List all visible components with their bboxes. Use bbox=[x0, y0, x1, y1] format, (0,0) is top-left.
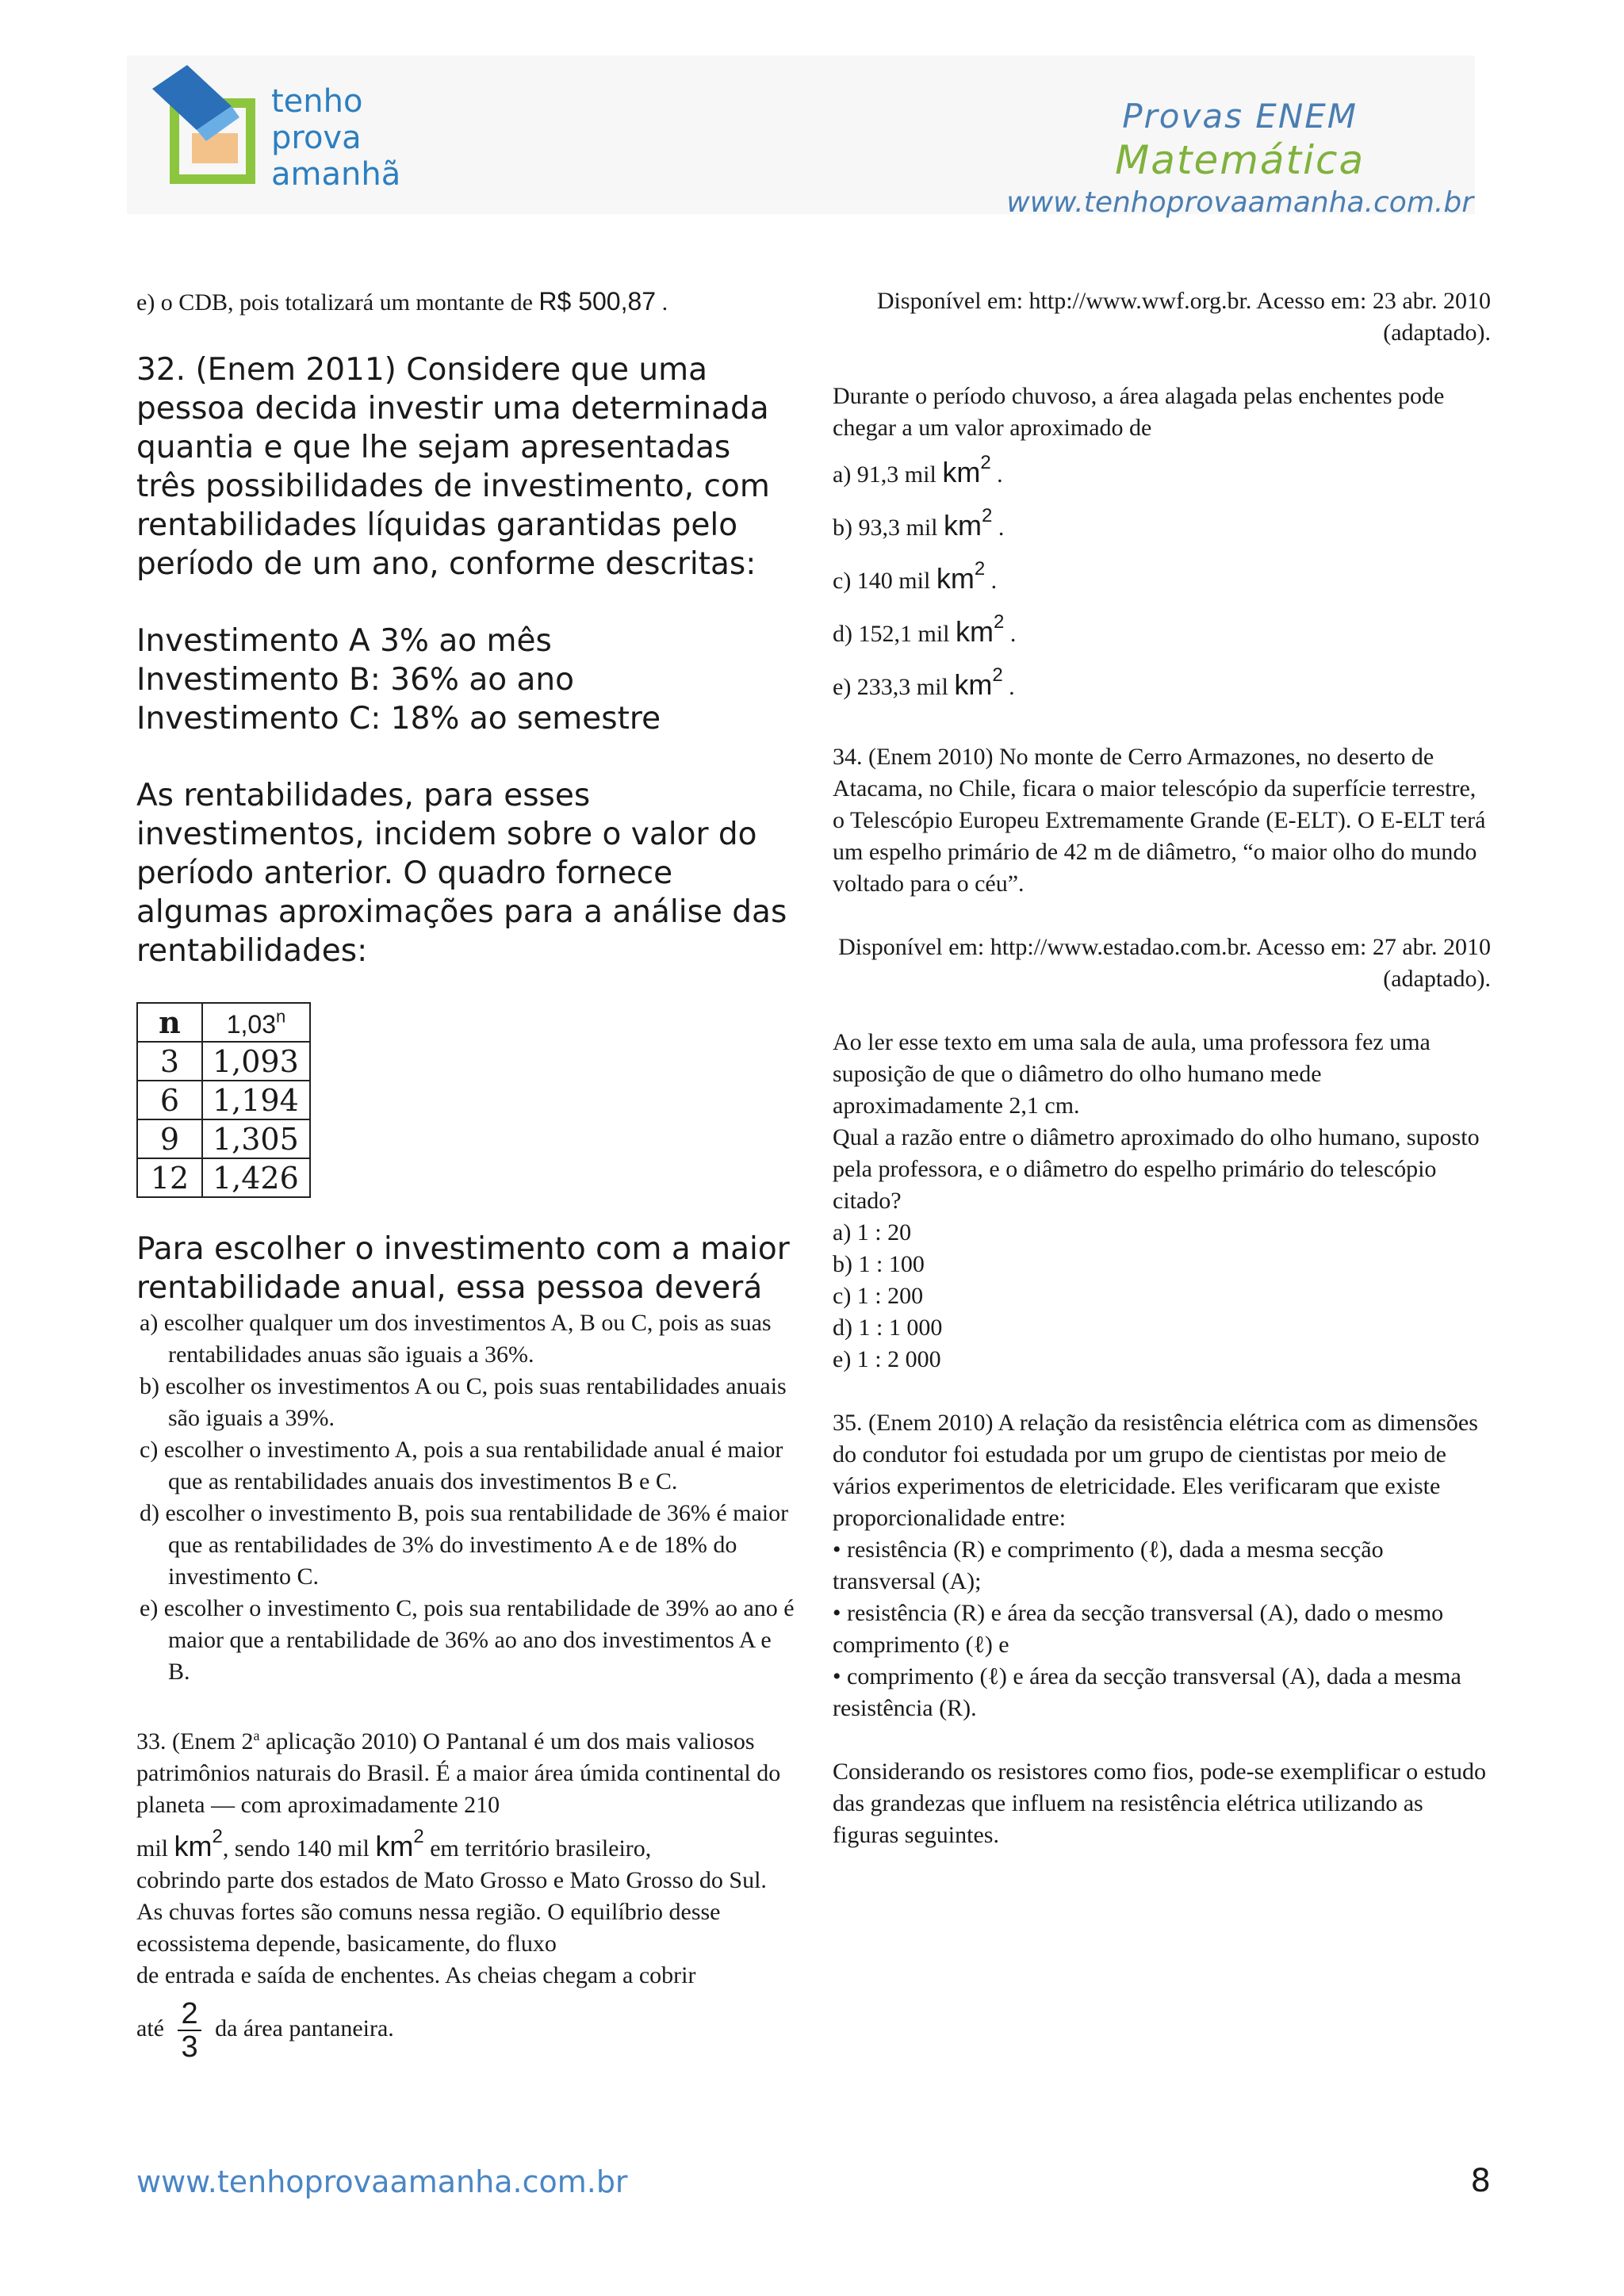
q34-text: (Enem 2010) No monte de Cerro Armazones, no deserto de Atacama, no Chile, ficara o maior telescópio da superfície terrestre, o Telescópio Europeu Extremamente Grande (E-ELT). O E-ELT terá um espelho primário de 42 m de diâmetro, “o maior olho do mundo voltado para o céu”. bbox=[833, 744, 1486, 897]
logo-line: tenho bbox=[271, 83, 363, 120]
table-cell-value: 1,093 bbox=[202, 1042, 310, 1081]
q34-option-e: e) 1 : 2 000 bbox=[833, 1346, 941, 1372]
right-column bbox=[833, 285, 1491, 1851]
q32-investment-b: Investimento B: 36% ao ano bbox=[136, 662, 574, 698]
footer-url: www.tenhoprovaamanha.com.br bbox=[136, 2164, 628, 2199]
table-header-n: n bbox=[137, 1003, 202, 1042]
q33-ate: até bbox=[136, 2015, 164, 2042]
km-unit: km bbox=[944, 509, 982, 541]
q35-intro bbox=[833, 1407, 1491, 1534]
q33-option-d bbox=[833, 603, 1491, 656]
q35-bullet: • resistência (R) e comprimento (ℓ), dada a mesma secção transversal (A); bbox=[833, 1536, 1384, 1594]
q32-option-d: d) escolher o investimento B, pois sua rentabilidade de 36% é maior que as rentabilidades de 3% do investimento A e de 18% do investimento C. bbox=[140, 1500, 789, 1590]
table-row bbox=[137, 1081, 310, 1119]
table-cell-n: 6 bbox=[137, 1081, 202, 1119]
q35-para: Considerando os resistores como fios, pode-se exemplificar o estudo das grandezas que influem na resistência elétrica utilizando as figuras seguintes. bbox=[833, 1758, 1486, 1848]
prev-option-e: e) o CDB, pois totalizará um montante de R$ 500,87 . bbox=[136, 287, 668, 316]
q35-bullet: • comprimento (ℓ) e área da secção transversal (A), dada a mesma resistência (R). bbox=[833, 1663, 1461, 1721]
q34-number: 34. bbox=[833, 744, 863, 770]
q32-para2: As rentabilidades, para esses investimentos, incidem sobre o valor do período anterior. O quadro fornece algumas aproximações para a análise das rentabilidades: bbox=[136, 778, 787, 969]
option-end: . bbox=[1009, 621, 1017, 647]
table-cell-n: 3 bbox=[137, 1042, 202, 1081]
table-cell-n: 12 bbox=[137, 1158, 202, 1197]
q35-text: (Enem 2010) A relação da resistência elétrica com as dimensões do condutor foi estudada por um grupo de cientistas por meio de vários experimentos de eletricidade. Eles verificaram que existe proporcionalidade entre: bbox=[833, 1410, 1478, 1531]
q32-number: 32. bbox=[136, 352, 186, 388]
brand-subject: Matemática bbox=[1115, 137, 1365, 183]
brand-block bbox=[1006, 97, 1473, 219]
q34-option-c: c) 1 : 200 bbox=[833, 1283, 924, 1309]
page-number: 8 bbox=[1470, 2163, 1491, 2199]
km-exp: 2 bbox=[413, 1826, 424, 1847]
left-column bbox=[136, 285, 795, 2063]
km-unit: km bbox=[956, 615, 994, 648]
q34-intro bbox=[833, 741, 1491, 900]
logo-wordmark bbox=[271, 83, 400, 193]
q33-sup: a bbox=[253, 1728, 260, 1743]
table-cell-n: 9 bbox=[137, 1119, 202, 1158]
brand-title: Provas ENEM bbox=[1122, 97, 1358, 136]
logo-icon bbox=[144, 65, 279, 192]
q33-mid: , sendo 140 mil bbox=[222, 1835, 370, 1862]
prev-option-e-text: e) o CDB, pois totalizará um montante de bbox=[136, 289, 533, 316]
option-unit bbox=[954, 664, 1003, 701]
q33-question: Durante o período chuvoso, a área alagada pelas enchentes pode chegar a um valor aproximado de bbox=[833, 383, 1445, 441]
option-end: . bbox=[998, 515, 1005, 541]
km-unit: km bbox=[936, 562, 975, 595]
q33-mil: mil bbox=[136, 1835, 169, 1862]
q32-option-c: c) escolher o investimento A, pois a sua rentabilidade anual é maior que as rentabilidades anuais dos investimentos B e C. bbox=[140, 1437, 783, 1494]
q33-number: 33. bbox=[136, 1728, 167, 1755]
logo-line: amanhã bbox=[271, 156, 401, 193]
option-unit bbox=[944, 505, 993, 541]
table-cell-value: 1,194 bbox=[202, 1081, 310, 1119]
q32-intro-text: (Enem 2011) Considere que uma pessoa decida investir uma determinada quantia e que lhe sejam apresentadas três possibilidades de investimento, com rentabilidades líquidas garantidas pelo período de um ano, conforme descritas: bbox=[136, 352, 770, 582]
table-header-exp: n bbox=[276, 1005, 286, 1026]
q34-para: Ao ler esse texto em uma sala de aula, uma professora fez uma suposição de que o diâmetro do olho humano mede aproximadamente 2,1 cm. bbox=[833, 1029, 1431, 1119]
q33-option-a bbox=[833, 444, 1491, 497]
km-exp: 2 bbox=[980, 452, 991, 473]
q33-fraction-line bbox=[136, 1998, 795, 2063]
option-end: . bbox=[997, 461, 1003, 488]
km-unit: km bbox=[174, 1830, 213, 1862]
q34-question: Qual a razão entre o diâmetro aproximado do olho humano, suposto pela professora, e o diâmetro do espelho primário do telescópio citado? bbox=[833, 1124, 1480, 1214]
option-unit bbox=[942, 452, 991, 488]
q32-option-e: e) escolher o investimento C, pois sua rentabilidade de 39% ao ano é maior que a rentabilidade de 36% ao ano dos investimentos A e B. bbox=[140, 1595, 795, 1685]
fraction-denominator: 3 bbox=[181, 2030, 198, 2064]
km-exp: 2 bbox=[982, 505, 993, 526]
km-unit: km bbox=[942, 456, 981, 488]
q32-intro bbox=[136, 350, 795, 584]
q32-table bbox=[136, 1002, 311, 1198]
table-header-row bbox=[137, 1003, 310, 1042]
option-label: a) 91,3 mil bbox=[833, 461, 936, 488]
option-unit bbox=[956, 611, 1005, 648]
fraction-numerator: 2 bbox=[178, 1998, 201, 2031]
q33-end: da área pantaneira. bbox=[215, 2015, 394, 2042]
km-exp: 2 bbox=[974, 558, 986, 580]
q34-option-b: b) 1 : 100 bbox=[833, 1251, 925, 1277]
q33-area-line bbox=[136, 1824, 795, 1865]
km-unit: km bbox=[375, 1830, 414, 1862]
q33-km-1 bbox=[174, 1826, 223, 1862]
table-cell-value: 1,305 bbox=[202, 1119, 310, 1158]
q33-option-e bbox=[833, 656, 1491, 710]
logo-line: prova bbox=[271, 120, 362, 156]
km-exp: 2 bbox=[994, 611, 1005, 633]
q32-question: Para escolher o investimento com a maior rentabilidade anual, essa pessoa deverá bbox=[136, 1231, 790, 1306]
table-row bbox=[137, 1158, 310, 1197]
prev-option-e-value: R$ 500,87 bbox=[538, 287, 657, 316]
q33-option-c bbox=[833, 550, 1491, 603]
q32-option-a: a) escolher qualquer um dos investimentos A, B ou C, pois as suas rentabilidades anuas são iguais a 36%. bbox=[140, 1310, 772, 1368]
q33-option-b bbox=[833, 497, 1491, 550]
q32-investment-a: Investimento A 3% ao mês bbox=[136, 623, 552, 659]
q35-number: 35. bbox=[833, 1410, 863, 1436]
option-end: . bbox=[1009, 674, 1015, 700]
q33-after: em território brasileiro, bbox=[430, 1835, 652, 1862]
table-row bbox=[137, 1042, 310, 1081]
option-label: e) 233,3 mil bbox=[833, 674, 948, 700]
source-estadao: Disponível em: http://www.estadao.com.br. Acesso em: 27 abr. 2010 (adaptado). bbox=[838, 934, 1491, 992]
table-header-base: 1,03 bbox=[226, 1009, 277, 1039]
option-unit bbox=[936, 558, 986, 595]
q32-investment-c: Investimento C: 18% ao semestre bbox=[136, 701, 661, 737]
option-label: c) 140 mil bbox=[833, 568, 931, 594]
option-end: . bbox=[990, 568, 998, 594]
km-exp: 2 bbox=[992, 664, 1003, 686]
q33-text-d: de entrada e saída de enchentes. As cheias chegam a cobrir bbox=[136, 1962, 696, 1988]
brand-url: www.tenhoprovaamanha.com.br bbox=[1006, 186, 1473, 219]
table-header-power bbox=[202, 1003, 310, 1042]
q34-option-a: a) 1 : 20 bbox=[833, 1219, 912, 1246]
km-exp: 2 bbox=[212, 1826, 223, 1847]
option-label: d) 152,1 mil bbox=[833, 621, 950, 647]
q33-text-a: (Enem 2 bbox=[172, 1728, 254, 1755]
q33-intro bbox=[136, 1720, 795, 1821]
q33-text-b: aplicação 2010) O Pantanal é um dos mais valiosos patrimônios naturais do Brasil. É a maior área úmida continental do planeta — com aproximadamente 210 bbox=[136, 1728, 781, 1818]
table-row bbox=[137, 1119, 310, 1158]
km-unit: km bbox=[954, 668, 993, 701]
source-wwf: Disponível em: http://www.wwf.org.br. Acesso em: 23 abr. 2010 (adaptado). bbox=[876, 288, 1491, 346]
fraction bbox=[178, 1998, 201, 2063]
q34-option-d: d) 1 : 1 000 bbox=[833, 1314, 943, 1341]
q33-km-2 bbox=[375, 1826, 424, 1862]
q33-text-c: cobrindo parte dos estados de Mato Grosso e Mato Grosso do Sul. As chuvas fortes são comuns nessa região. O equilíbrio desse ecossistema depende, basicamente, do fluxo bbox=[136, 1867, 767, 1957]
table-cell-value: 1,426 bbox=[202, 1158, 310, 1197]
option-label: b) 93,3 mil bbox=[833, 515, 938, 541]
q35-bullet: • resistência (R) e área da secção transversal (A), dado o mesmo comprimento (ℓ) e bbox=[833, 1600, 1444, 1658]
q32-option-b: b) escolher os investimentos A ou C, pois suas rentabilidades anuais são iguais a 39%. bbox=[140, 1373, 787, 1431]
